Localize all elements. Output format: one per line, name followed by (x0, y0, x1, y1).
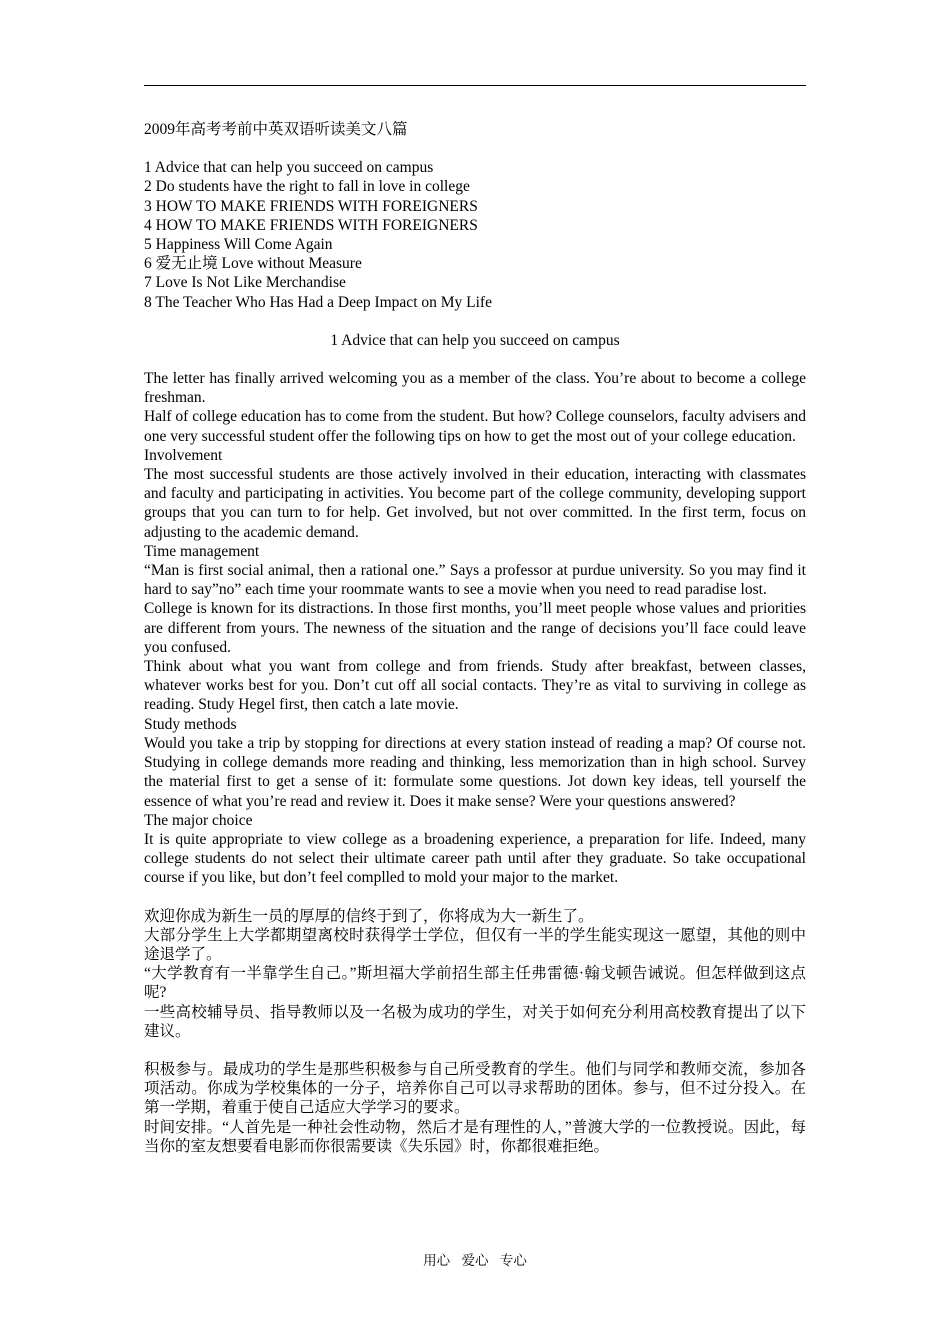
paragraph: 大部分学生上大学都期望离校时获得学士学位，但仅有一半的学生能实现这一愿望，其他的则中途退学了。 (144, 926, 806, 963)
page-footer: 用心 爱心 专心 (423, 1253, 527, 1268)
paragraph: 欢迎你成为新生一员的厚厚的信终于到了，你将成为大一新生了。 (144, 907, 594, 925)
paragraph: “Man is first social animal, then a rational one.” Says a professor at purdue university. So you may find it hard to say”no” each time your roommate wants to see a movie when you need to read paradise lost. (144, 562, 806, 599)
paragraph: 积极参与。最成功的学生是那些积极参与自己所受教育的学生。他们与同学和教师交流，参加各项活动。你成为学校集体的一分子，培养你自己可以寻求帮助的团体。参与，但不过分投入。在第一学期，着重于使自己适应大学学习的要求。 (144, 1060, 806, 1117)
document-title: 2009年高考考前中英双语听读美文八篇 (144, 121, 408, 138)
toc-item: 7 Love Is Not Like Merchandise (144, 274, 346, 292)
section-heading: 1 Advice that can help you succeed on campus (330, 331, 620, 349)
paragraph: 一些高校辅导员、指导教师以及一名极为成功的学生，对关于如何充分利用高校教育提出了以下建议。 (144, 1003, 806, 1040)
document-body (144, 120, 806, 1156)
paragraph: The letter has finally arrived welcoming you as a member of the class. You’re about to become a college freshman. (144, 370, 806, 407)
toc-item: 3 HOW TO MAKE FRIENDS WITH FOREIGNERS (144, 197, 478, 215)
paragraph: Would you take a trip by stopping for directions at every station instead of reading a map? Of course not. Studying in college demands more reading and thinking, less memorization than in high school. Survey the material first to get a sense of it: formulate some questions. Jot down key ideas, tell yourself the essence of what you’re read and review it. Does it make sense? Were your questions answered? (144, 734, 806, 810)
toc-item: 4 HOW TO MAKE FRIENDS WITH FOREIGNERS (144, 216, 478, 234)
toc-item: 6 爱无止境 Love without Measure (144, 255, 362, 273)
paragraph: 时间安排。“人首先是一种社会性动物，然后才是有理性的人，”普渡大学的一位教授说。因此，每当你的室友想要看电影而你很需要读《失乐园》时，你都很难拒绝。 (144, 1118, 806, 1155)
toc-item: 8 The Teacher Who Has Had a Deep Impact on My Life (144, 293, 492, 311)
paragraph: The most successful students are those actively involved in their education, interacting with classmates and faculty and participating in activities. You become part of the college community, developing support groups that you can turn to for help. Get involved, but not over committed. In the first term, focus on adjusting to the academic demand. (144, 466, 806, 541)
subheading: Time management (144, 542, 260, 560)
toc-item: 1 Advice that can help you succeed on campus (144, 159, 434, 177)
subheading: Study methods (144, 715, 237, 733)
toc-item: 2 Do students have the right to fall in love in college (144, 178, 470, 196)
table-of-contents (144, 158, 806, 312)
chinese-text (144, 907, 806, 1156)
subheading: The major choice (144, 811, 253, 829)
paragraph: It is quite appropriate to view college as a broadening experience, a preparation for life. Indeed, many college students do not select their ultimate career path until after they graduate. So take occupational course if you like, but don’t feel complled to mold your major to the market. (144, 830, 806, 887)
toc-item: 5 Happiness Will Come Again (144, 236, 333, 254)
paragraph-gap (144, 1041, 806, 1060)
subheading: Involvement (144, 446, 223, 464)
header-rule (144, 85, 806, 86)
paragraph: Think about what you want from college and from friends. Study after breakfast, between classes, whatever works best for you. Don’t cut off all social contacts. They’re as vital to surviving in college as reading. Study Hegel first, then catch a late movie. (144, 658, 806, 714)
paragraph: “大学教育有一半靠学生自己。”斯坦福大学前招生部主任弗雷德·翰戈顿告诫说。但怎样做到这点呢? (144, 965, 806, 1002)
paragraph: College is known for its distractions. In those first months, you’ll meet people whose values and priorities are different from yours. The newness of the situation and the range of decisions you’ll face could leave you confused. (144, 600, 806, 656)
english-text (144, 369, 806, 887)
paragraph: Half of college education has to come from the student. But how? College counselors, faculty advisers and one very successful student offer the following tips on how to get the most out of your college education. (144, 408, 807, 445)
